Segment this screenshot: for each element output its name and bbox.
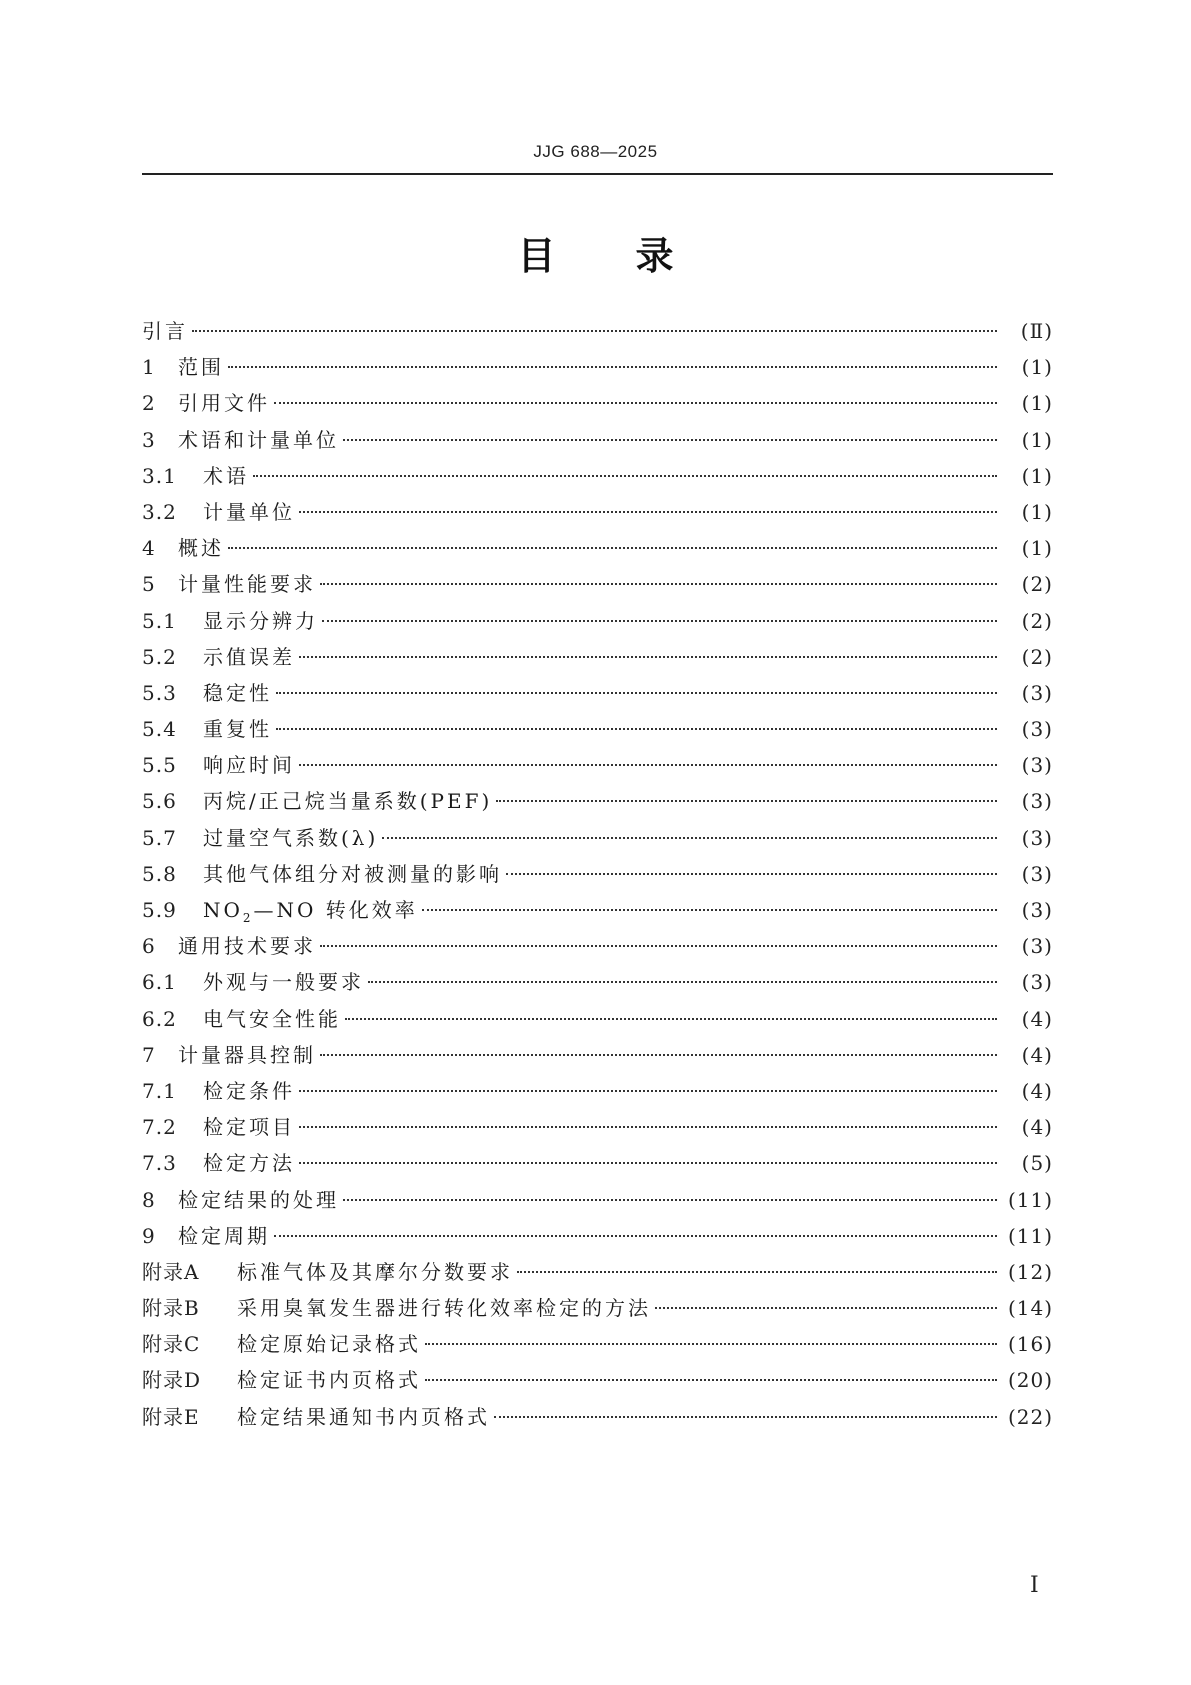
toc-entry-page: (20) (1007, 1368, 1053, 1393)
toc-entry-label-part: NO (203, 898, 243, 922)
toc-entry-page: (1) (1021, 499, 1053, 524)
toc-entry[interactable] (142, 1073, 1053, 1109)
toc-entry-label: 过量空气系数(λ) (203, 825, 379, 850)
toc-entry-number: 7.2 (142, 1115, 177, 1140)
toc-entry-page: (1) (1021, 391, 1053, 416)
toc-entry-page: (22) (1007, 1404, 1053, 1429)
toc-dot-leader (228, 366, 997, 368)
toc-entry[interactable] (142, 422, 1053, 458)
toc-entry-label-part: —NO 转化效率 (253, 898, 418, 922)
toc-entry-page: (3) (1021, 898, 1053, 922)
toc-entry-label: 检定结果通知书内页格式 (237, 1404, 490, 1429)
toc-entry-label: 外观与一般要求 (203, 970, 364, 995)
toc-entry-label: 标准气体及其摩尔分数要求 (237, 1259, 513, 1284)
toc-dot-leader (228, 547, 997, 549)
toc-entry-label: 检定原始记录格式 (237, 1332, 421, 1357)
toc-entry-page: (4) (1021, 1006, 1053, 1031)
toc-entry-label: 引言 (142, 319, 188, 343)
toc-entry[interactable] (142, 530, 1053, 566)
toc-entry-number: 附录A (142, 1259, 200, 1284)
toc-entry[interactable] (142, 639, 1053, 675)
toc-entry-page: (3) (1021, 717, 1053, 742)
toc-entry-number: 6 (142, 934, 156, 959)
toc-entry-label: 检定条件 (203, 1078, 295, 1103)
toc-entry-number: 5 (142, 572, 156, 597)
toc-entry-number: 6.1 (142, 970, 177, 995)
toc-entry-page: (3) (1021, 861, 1053, 886)
toc-entry-page: (Ⅱ) (1020, 319, 1053, 343)
toc-entry-number: 5.4 (142, 717, 177, 742)
toc-entry-number: 5.9 (142, 898, 177, 922)
toc-entry-label: 显示分辨力 (203, 608, 318, 633)
toc-dot-leader (253, 475, 997, 477)
toc-entry[interactable] (142, 928, 1053, 964)
toc-entry[interactable] (142, 1182, 1053, 1218)
toc-dot-leader (299, 1162, 997, 1164)
toc-dot-leader (425, 1343, 997, 1345)
toc-dot-leader (494, 1416, 997, 1418)
toc-entry-page: (3) (1021, 934, 1053, 959)
toc-dot-leader (276, 728, 997, 730)
toc-dot-leader (299, 764, 997, 766)
toc-entry[interactable] (142, 711, 1053, 747)
toc-entry-page: (3) (1021, 680, 1053, 705)
toc-entry-label: 响应时间 (203, 753, 295, 778)
toc-entry-number: 5.5 (142, 753, 177, 778)
toc-entry[interactable] (142, 856, 1053, 892)
toc-entry-page: (11) (1007, 1187, 1053, 1212)
toc-entry[interactable] (142, 1290, 1053, 1326)
page-title: 目录 (517, 234, 754, 278)
toc-dot-leader (299, 1126, 997, 1128)
toc-entry-label: 计量单位 (203, 499, 295, 524)
toc-entry-page: (2) (1021, 572, 1053, 597)
toc-entry-label: 采用臭氧发生器进行转化效率检定的方法 (237, 1296, 651, 1321)
toc-entry-page: (4) (1021, 1078, 1053, 1103)
toc-entry-number: 5.3 (142, 680, 177, 705)
toc-entry-label: 其他气体组分对被测量的影响 (203, 861, 502, 886)
toc-entry-label: 稳定性 (203, 680, 272, 705)
toc-entry-number: 7.3 (142, 1151, 177, 1176)
toc-entry[interactable] (142, 1326, 1053, 1362)
document-code: JJG 688—2025 (533, 142, 658, 161)
toc-entry-page: (2) (1021, 644, 1053, 669)
toc-entry-label: 检定证书内页格式 (237, 1368, 421, 1393)
toc-dot-leader (517, 1271, 997, 1273)
toc-entry-page: (5) (1021, 1151, 1053, 1176)
toc-entry[interactable] (142, 892, 1053, 928)
toc-entry-page: (1) (1021, 463, 1053, 488)
toc-entry-number: 9 (142, 1223, 156, 1248)
toc-entry-page: (16) (1007, 1332, 1053, 1357)
toc-entry[interactable] (142, 1001, 1053, 1037)
toc-entry[interactable] (142, 1109, 1053, 1145)
toc-entry-label: 引用文件 (178, 391, 270, 416)
toc-dot-leader (343, 439, 997, 441)
toc-entry-page: (3) (1021, 970, 1053, 995)
toc-dot-leader (382, 837, 997, 839)
table-of-contents (142, 313, 1053, 1435)
header-rule (142, 173, 1053, 175)
toc-entry[interactable] (142, 603, 1053, 639)
toc-entry-number: 附录D (142, 1368, 202, 1393)
toc-entry-number: 5.6 (142, 789, 177, 814)
toc-entry-page: (1) (1021, 536, 1053, 561)
page-number: I (1030, 1573, 1039, 1598)
toc-entry-label: 电气安全性能 (203, 1006, 341, 1031)
toc-entry[interactable] (142, 1254, 1053, 1290)
toc-entry-number: 5.8 (142, 861, 177, 886)
toc-entry-number: 5.2 (142, 644, 177, 669)
toc-dot-leader (276, 692, 997, 694)
toc-entry-number: 2 (142, 391, 156, 416)
toc-dot-leader (506, 873, 997, 875)
toc-entry-label: 示值误差 (203, 644, 295, 669)
toc-entry-label-subscript: 2 (242, 911, 254, 925)
toc-entry-page: (2) (1021, 608, 1053, 633)
toc-entry-label: 检定周期 (178, 1223, 270, 1248)
toc-entry[interactable] (142, 1145, 1053, 1181)
toc-dot-leader (320, 583, 997, 585)
toc-entry[interactable] (142, 783, 1053, 819)
toc-entry[interactable] (142, 1399, 1053, 1435)
toc-dot-leader (322, 620, 997, 622)
toc-dot-leader (192, 330, 997, 332)
toc-entry[interactable] (142, 1362, 1053, 1398)
toc-entry[interactable] (142, 458, 1053, 494)
toc-entry-page: (4) (1021, 1115, 1053, 1140)
toc-entry[interactable] (142, 1218, 1053, 1254)
toc-entry-label: 术语和计量单位 (178, 427, 339, 452)
toc-entry[interactable] (142, 820, 1053, 856)
toc-dot-leader (274, 402, 997, 404)
toc-dot-leader (368, 981, 997, 983)
toc-dot-leader (343, 1199, 997, 1201)
toc-entry[interactable] (142, 313, 1053, 349)
toc-entry-label: 计量器具控制 (178, 1042, 316, 1067)
toc-dot-leader (496, 800, 997, 802)
toc-entry-page: (14) (1007, 1296, 1053, 1321)
toc-entry-label: 范围 (178, 355, 224, 380)
toc-entry-number: 3 (142, 427, 156, 452)
toc-dot-leader (655, 1307, 997, 1309)
toc-entry[interactable] (142, 385, 1053, 421)
toc-entry-page: (3) (1021, 825, 1053, 850)
toc-entry-page: (3) (1021, 753, 1053, 778)
toc-entry-label: 检定项目 (203, 1115, 295, 1140)
toc-entry-number: 附录C (142, 1332, 201, 1357)
toc-entry-label: 术语 (203, 463, 249, 488)
toc-entry-label: 丙烷/正己烷当量系数(PEF) (203, 789, 493, 814)
toc-entry-number: 5.1 (142, 608, 177, 633)
toc-dot-leader (299, 511, 997, 513)
toc-entry[interactable] (142, 494, 1053, 530)
toc-entry[interactable] (142, 747, 1053, 783)
toc-entry-number: 3.2 (142, 499, 177, 524)
toc-dot-leader (345, 1018, 997, 1020)
toc-dot-leader (274, 1235, 997, 1237)
toc-entry-page: (12) (1007, 1259, 1053, 1284)
toc-entry-number: 5.7 (142, 825, 177, 850)
toc-dot-leader (320, 1054, 997, 1056)
toc-entry-page: (4) (1021, 1042, 1053, 1067)
toc-entry-label: 通用技术要求 (178, 934, 316, 959)
toc-entry-number: 8 (142, 1187, 156, 1212)
toc-dot-leader (425, 1379, 997, 1381)
toc-entry-page: (1) (1021, 427, 1053, 452)
toc-entry-number: 7.1 (142, 1078, 177, 1103)
toc-entry-page: (1) (1021, 355, 1053, 380)
toc-entry-page: (3) (1021, 789, 1053, 814)
toc-entry-page: (11) (1007, 1223, 1053, 1248)
toc-dot-leader (299, 656, 997, 658)
toc-entry-number: 3.1 (142, 463, 177, 488)
toc-entry-label: 重复性 (203, 717, 272, 742)
toc-dot-leader (320, 945, 997, 947)
toc-entry[interactable] (142, 1037, 1053, 1073)
toc-entry-label: 计量性能要求 (178, 572, 316, 597)
toc-entry-number: 4 (142, 536, 156, 561)
toc-entry-number: 附录E (142, 1404, 200, 1429)
toc-dot-leader (422, 909, 997, 911)
toc-entry-label: 概述 (178, 536, 224, 561)
toc-entry[interactable] (142, 964, 1053, 1000)
toc-entry[interactable] (142, 349, 1053, 385)
toc-entry-number: 7 (142, 1042, 156, 1067)
toc-entry-number: 1 (142, 355, 156, 380)
toc-entry-label: 检定结果的处理 (178, 1187, 339, 1212)
toc-entry-number: 6.2 (142, 1006, 177, 1031)
toc-entry[interactable] (142, 675, 1053, 711)
toc-entry-label: 检定方法 (203, 1151, 295, 1176)
toc-entry-number: 附录B (142, 1296, 200, 1321)
toc-dot-leader (299, 1090, 997, 1092)
toc-entry[interactable] (142, 566, 1053, 602)
